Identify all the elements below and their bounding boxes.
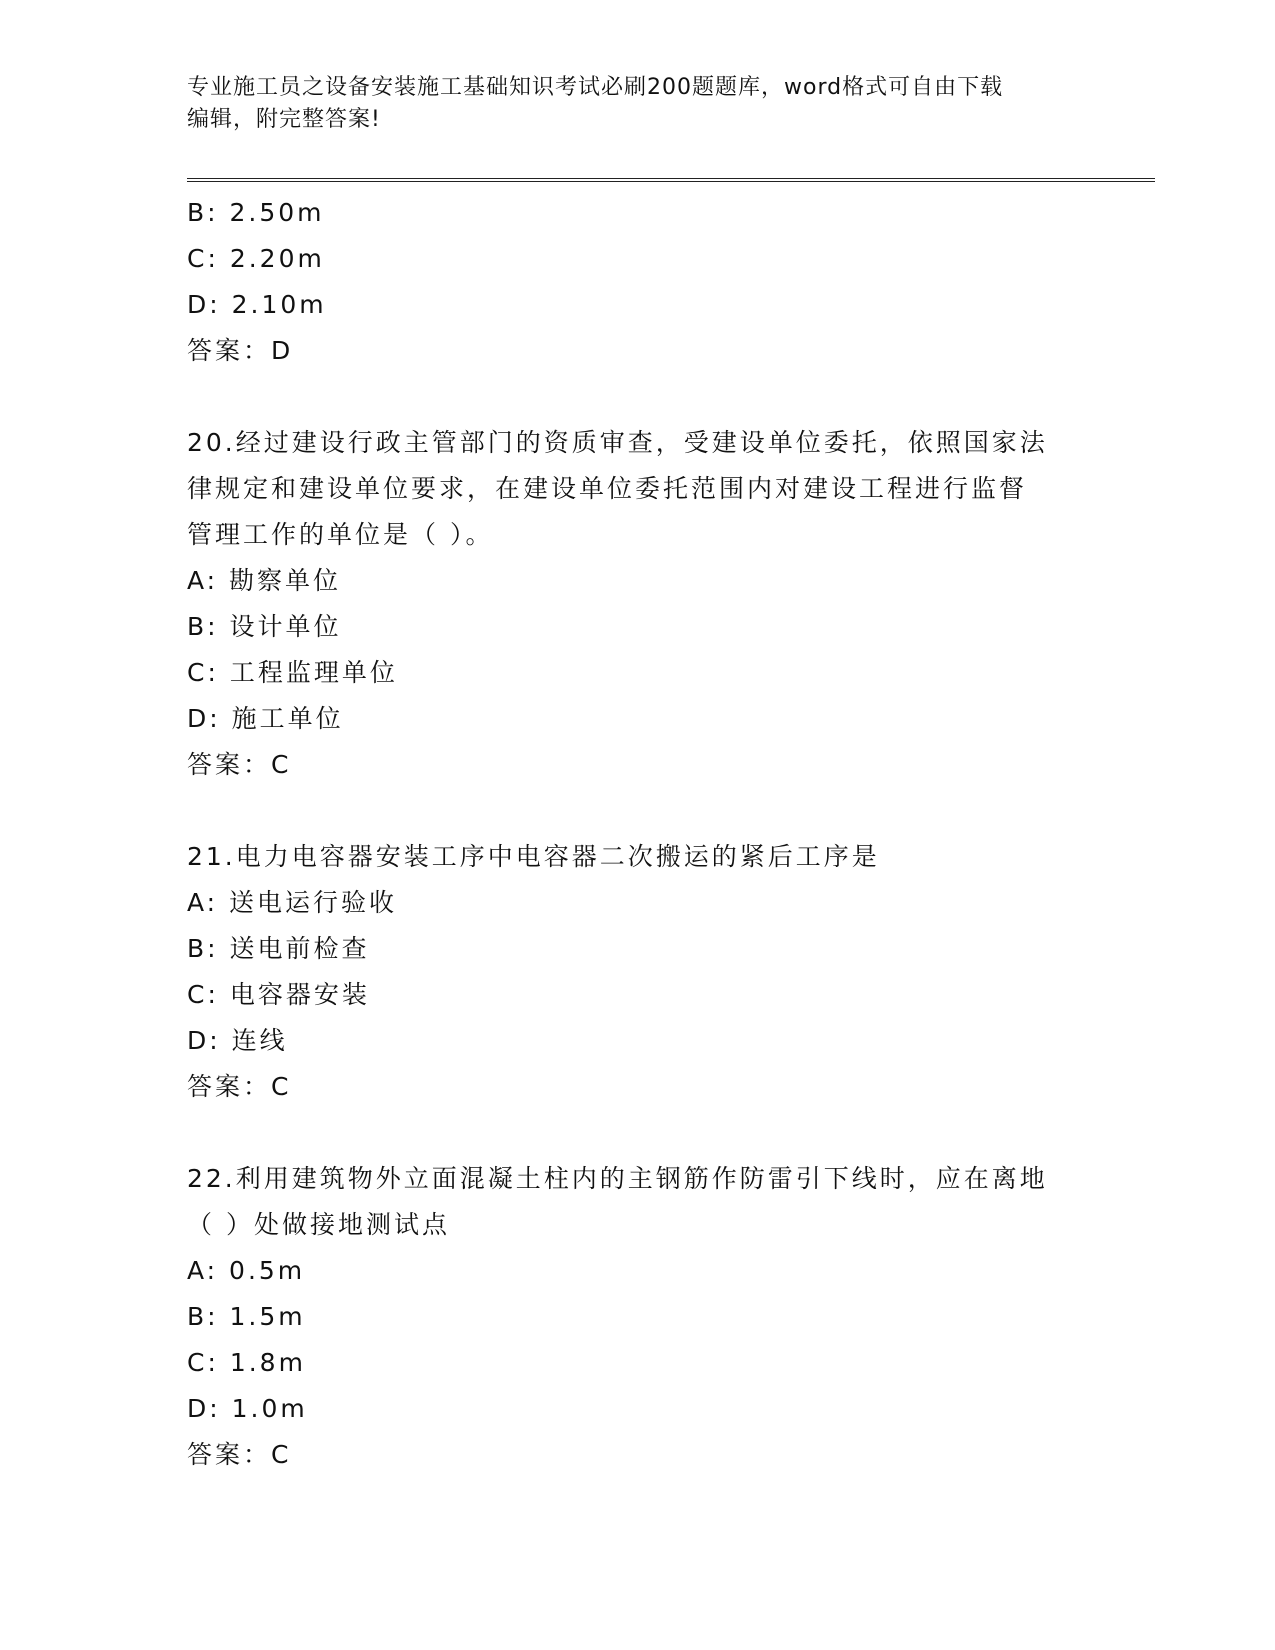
option-d: D: 连线: [187, 1026, 288, 1055]
option-d: D: 1.0m: [187, 1394, 308, 1423]
question-stem: 律规定和建设单位要求，在建设单位委托范围内对建设工程进行监督: [187, 474, 1028, 503]
option-a: A: 0.5m: [187, 1256, 306, 1285]
question-stem: 20.经过建设行政主管部门的资质审查，受建设单位委托，依照国家法: [187, 428, 1048, 457]
option-b: B: 1.5m: [187, 1302, 306, 1331]
question-19-tail: [187, 190, 1087, 374]
option-a: A: 勘察单位: [187, 566, 342, 595]
option-a: A: 送电运行验收: [187, 888, 398, 917]
option-d: D: 施工单位: [187, 704, 344, 733]
option-b: B: 送电前检查: [187, 934, 370, 963]
option-d: D: 2.10m: [187, 290, 327, 319]
question-list: [187, 190, 1087, 1478]
option-c: C: 1.8m: [187, 1348, 306, 1377]
answer: 答案：C: [187, 750, 292, 779]
option-c: C: 电容器安装: [187, 980, 370, 1009]
spacer: [187, 374, 1087, 420]
option-b: B: 2.50m: [187, 198, 325, 227]
question-stem: （ ）处做接地测试点: [187, 1210, 450, 1239]
option-c: C: 2.20m: [187, 244, 325, 273]
question-22: [187, 1156, 1087, 1478]
question-20: [187, 420, 1087, 788]
header-divider: [187, 178, 1155, 182]
question-stem: 22.利用建筑物外立面混凝土柱内的主钢筋作防雷引下线时，应在离地: [187, 1164, 1048, 1193]
answer: 答案：C: [187, 1072, 292, 1101]
spacer: [187, 788, 1087, 834]
question-stem: 管理工作的单位是（ ）。: [187, 520, 494, 549]
spacer: [187, 1110, 1087, 1156]
document-header: [187, 72, 1087, 136]
header-line-1: 专业施工员之设备安装施工基础知识考试必刷200题题库，word格式可自由下载: [187, 75, 1004, 100]
question-21: [187, 834, 1087, 1110]
answer: 答案：D: [187, 336, 294, 365]
answer: 答案：C: [187, 1440, 292, 1469]
question-stem: 21.电力电容器安装工序中电容器二次搬运的紧后工序是: [187, 842, 880, 871]
header-line-2: 编辑，附完整答案!: [187, 107, 381, 132]
option-b: B: 设计单位: [187, 612, 342, 641]
option-c: C: 工程监理单位: [187, 658, 398, 687]
